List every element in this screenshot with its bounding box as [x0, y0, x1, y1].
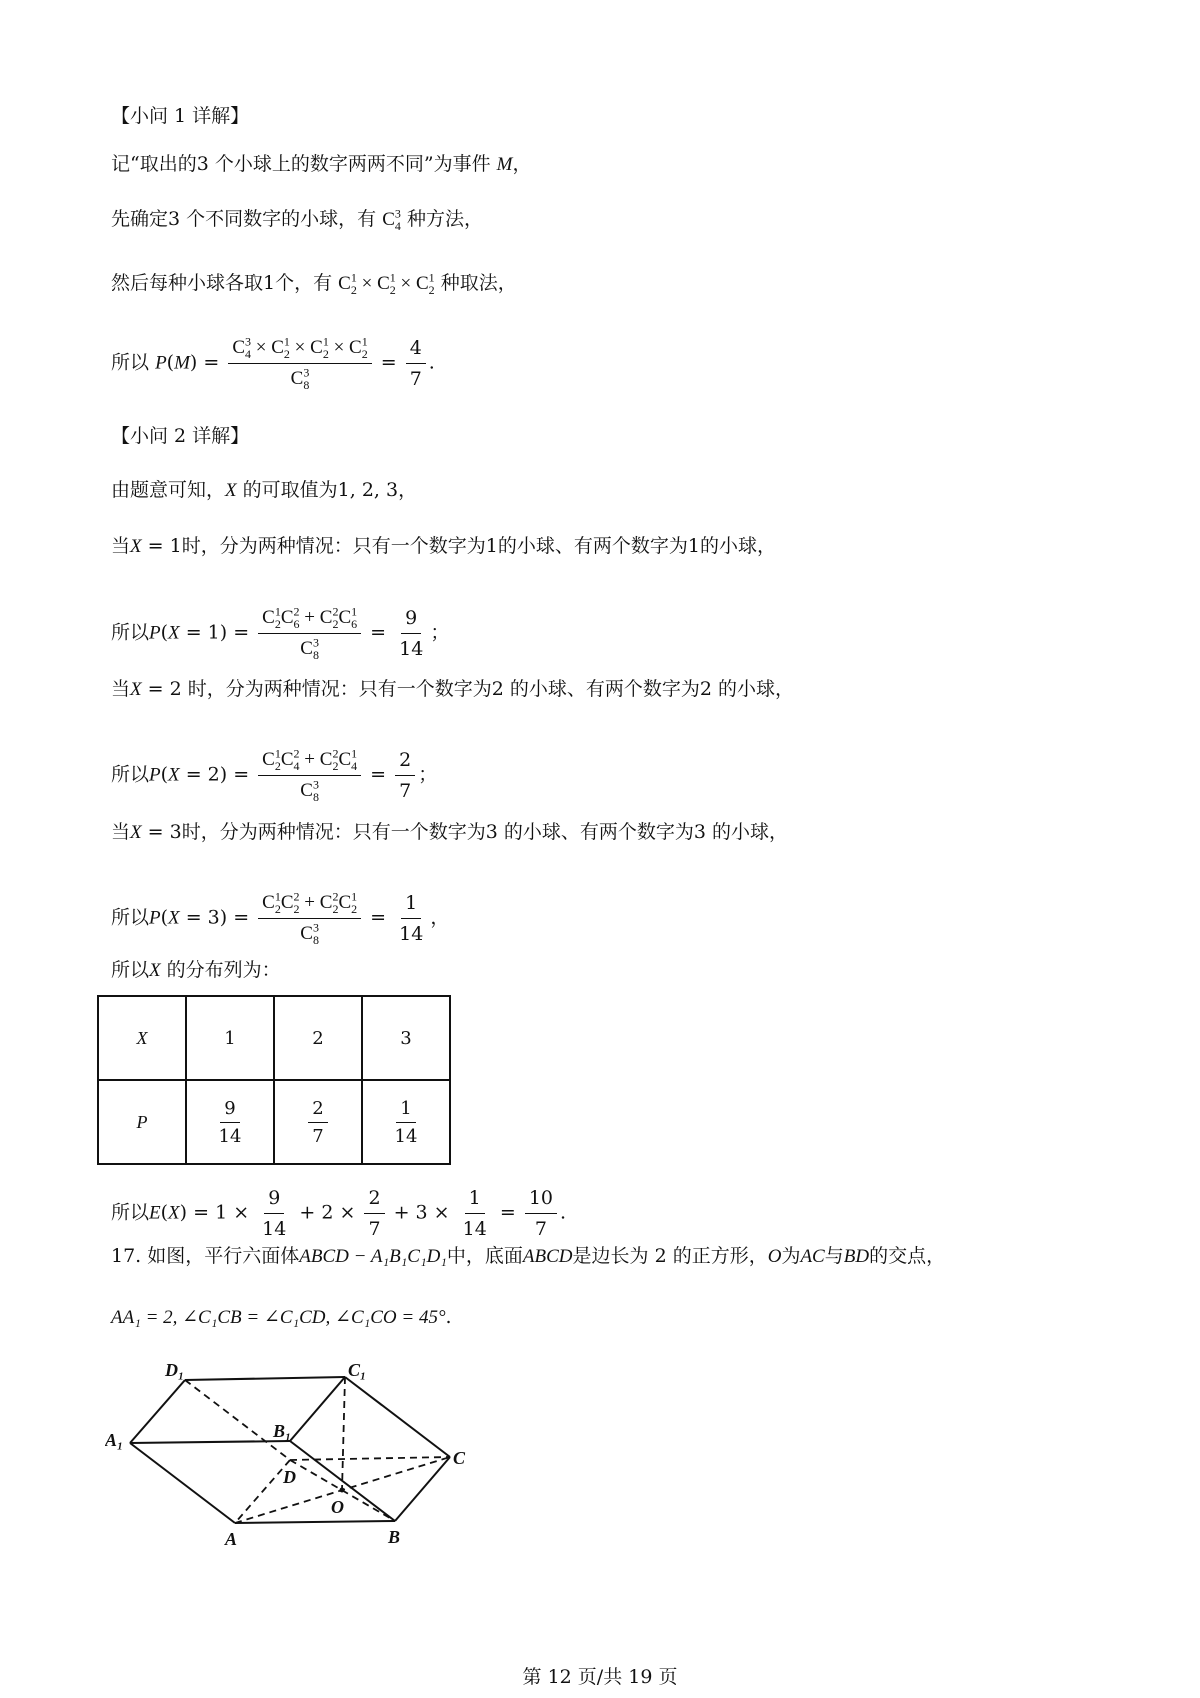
table-row [98, 996, 450, 1080]
edge-D1D [185, 1380, 290, 1460]
fraction: $\frac{2}{7}$ [395, 748, 415, 803]
edge-BC [395, 1457, 450, 1521]
part2-distribution-intro: 所以X 的分布列为： [111, 959, 281, 981]
label-O: O [331, 1497, 344, 1517]
part2-p3-formula: 所以P(X = 3) = $\frac{C^1_2C^2_2 + C^2_2C^1_2}{C^3_8}$ = $\frac{1}{14}$ ， [111, 889, 450, 947]
table-cell: 1 [186, 996, 274, 1080]
part2-case-2: 当X = 2 时，分为两种情况：只有一个数字为2 的小球、有两个数字为2 的小球， [111, 678, 795, 700]
fraction: $\frac{C^1_2C^2_4 + C^2_2C^1_4}{C^3_8}$ [258, 748, 361, 803]
label-B1: B₁ [273, 1421, 292, 1441]
part1-line-event: 记“取出的3 个小球上的数字两两不同”为事件 M， [111, 153, 532, 175]
part2-case-1: 当X = 1时，分为两种情况：只有一个数字为1的小球、有两个数字为1的小球， [111, 535, 776, 557]
label-A1: A₁ [105, 1430, 124, 1450]
distribution-table [97, 995, 451, 1165]
fraction: $\frac{C^3_4 \times C^1_2 \times C^1_2 \times C^1_2}{C^3_8}$ [228, 336, 371, 391]
part2-line-values: 由题意可知，X 的可取值为1, 2, 3， [111, 479, 418, 501]
part1-line-choose: 先确定3 个不同数字的小球，有 $C^3_4$ 种方法， [111, 206, 483, 233]
fraction: $\frac{C^1_2C^2_6 + C^2_2C^1_6}{C^3_8}$ [258, 606, 361, 661]
label-C1: C₁ [348, 1360, 367, 1380]
segment-C1O [342, 1377, 345, 1490]
edge-D1C1 [185, 1377, 345, 1380]
label-A: A [225, 1529, 238, 1549]
edge-AB [235, 1521, 395, 1523]
fraction: $\frac{C^1_2C^2_2 + C^2_2C^1_2}{C^3_8}$ [258, 891, 361, 946]
part1-line-pick: 然后每种小球各取1个，有 $C^1_2 \times C^1_2 \times C^1_2$ 种取法， [111, 270, 517, 297]
table-cell: $\frac{9}{14}$ [186, 1080, 274, 1164]
label-C: C [453, 1448, 466, 1468]
table-cell: $\frac{2}{7}$ [274, 1080, 362, 1164]
part2-p2-formula: 所以P(X = 2) = $\frac{C^1_2C^2_4 + C^2_2C^1_4}{C^3_8}$ = $\frac{2}{7}$ ； [111, 746, 438, 804]
edge-C1B1 [290, 1377, 345, 1441]
part2-heading: 【小问 2 详解】 [111, 425, 250, 447]
table-cell: $\frac{1}{14}$ [362, 1080, 450, 1164]
fraction: $\frac{9}{14}$ [399, 607, 424, 660]
table-row [98, 1080, 450, 1164]
label-D1: D₁ [165, 1360, 185, 1380]
question-17-line-1: 17. 如图，平行六面体ABCD − A₁B₁C₁D₁中，底面ABCD是边长为 2 的正方形，O为AC与BD的交点， [111, 1245, 946, 1267]
part1-heading: 【小问 1 详解】 [111, 105, 250, 127]
label-B: B [388, 1527, 401, 1547]
label-D: D [283, 1467, 296, 1487]
table-cell: X [98, 996, 186, 1080]
edge-DA [235, 1460, 290, 1523]
edge-C1C [345, 1377, 450, 1457]
expectation-formula: 所以E(X) = 1 × $\frac{9}{14}$ + 2 × $\frac{2}{7}$ + 3 × $\frac{1}{14}$ = $\frac{10}{7}$ . [111, 1187, 567, 1240]
edge-D1A1 [130, 1380, 185, 1443]
table-cell: 2 [274, 996, 362, 1080]
part2-case-3: 当X = 3时，分为两种情况：只有一个数字为3 的小球、有两个数字为3 的小球， [111, 821, 789, 843]
part1-probability-formula: 所以 P(M) = $\frac{C^3_4 \times C^1_2 \times C^1_2 \times C^1_2}{C^3_8}$ = $\frac{4}{7}$ . [111, 334, 435, 392]
parallelepiped-figure [105, 1360, 485, 1605]
part2-p1-formula: 所以P(X = 1) = $\frac{C^1_2C^2_6 + C^2_2C^1_6}{C^3_8}$ = $\frac{9}{14}$ ； [111, 604, 450, 662]
page-footer: 第 12 页/共 19 页 [522, 1666, 678, 1688]
table-cell: 3 [362, 996, 450, 1080]
fraction: $\frac{4}{7}$ [406, 336, 426, 391]
edge-A1A [130, 1443, 235, 1523]
question-17-line-2: AA₁ = 2, ∠C₁CB = ∠C₁CD, ∠C₁CO = 45°. [111, 1306, 452, 1328]
table-cell: P [98, 1080, 186, 1164]
fraction: $\frac{1}{14}$ [399, 892, 424, 945]
point-O [340, 1488, 345, 1493]
